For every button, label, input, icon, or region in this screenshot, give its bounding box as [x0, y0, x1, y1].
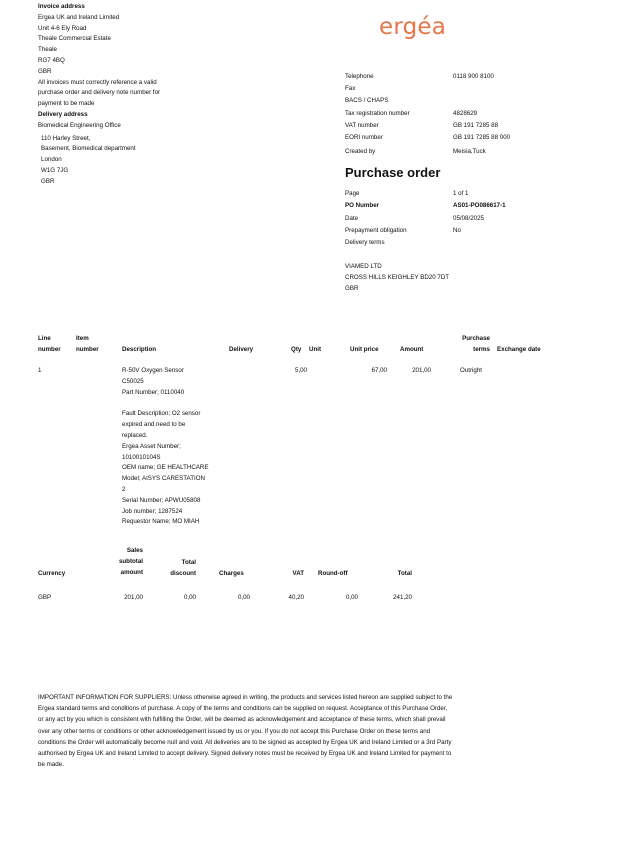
col-qty: Qty	[291, 346, 302, 353]
supplier-notice	[38, 692, 578, 770]
invoice-address-line: RG7 4BQ	[38, 56, 65, 64]
totals-col-round-off: Round-off	[318, 570, 348, 577]
vendor-line: GBR	[345, 284, 359, 292]
cell-purchase-terms: Outright	[460, 367, 483, 374]
totals-col-charges: Charges	[219, 570, 244, 577]
header-text: Line	[38, 335, 51, 342]
header-text: Sales	[126, 547, 143, 554]
po-meta-row	[345, 189, 585, 201]
col-line-number	[38, 334, 61, 356]
meta-label: Date	[345, 214, 359, 222]
header-text: terms	[473, 345, 490, 353]
info-value: 4828629	[453, 109, 478, 117]
totals-vat-value: 40,20	[288, 594, 304, 601]
cell-unit-price: 67,00	[371, 367, 387, 374]
description-line: Part Number; 0110040	[122, 388, 185, 396]
description-line: expired and need to be	[122, 421, 186, 429]
totals-col-sales-subtotal	[100, 546, 143, 578]
company-info-row	[345, 96, 585, 108]
col-unit: Unit	[309, 346, 322, 353]
totals-discount-value: 0,00	[183, 594, 196, 601]
notice-line: authorised by Ergea UK and Ireland Limited to accept delivery. Signed delivery notes must be received by Ergea UK and Ireland Limited for payment to	[38, 750, 452, 758]
invoice-address-line: Unit 4-6 Ely Road	[38, 24, 87, 32]
company-info-row	[345, 109, 585, 121]
info-label: BACS / CHAPS	[345, 97, 389, 105]
header-text: Purchase	[462, 335, 490, 342]
delivery-address-name: Biomedical Engineering Office	[38, 121, 121, 129]
company-info-row	[345, 72, 585, 84]
invoice-note-line: All invoices must correctly reference a valid	[38, 78, 157, 86]
info-label: Fax	[345, 85, 356, 93]
company-info-row	[345, 147, 585, 159]
notice-line: or any act by you which is consistent with fulfilling the Order, will be deemed as acknowledgement and acceptance of these terms, which shall prevail	[38, 716, 446, 724]
description-line: Fault Description; O2 sensor	[122, 410, 201, 418]
company-info	[345, 72, 585, 159]
delivery-address-heading: Delivery address	[38, 110, 88, 118]
meta-value: 05/08/2025	[453, 214, 484, 222]
description-line: C50025	[122, 377, 144, 385]
po-meta	[345, 189, 585, 250]
invoice-address	[38, 2, 160, 188]
po-meta-row	[345, 226, 585, 238]
company-info-row	[345, 121, 585, 133]
header-text: Item	[76, 335, 89, 342]
po-meta-row	[345, 238, 585, 250]
totals-total-value: 241,20	[393, 594, 412, 601]
invoice-note-line: purchase order and delivery note number for	[38, 89, 161, 97]
po-meta-row	[345, 201, 585, 213]
col-purchase-terms	[440, 334, 490, 356]
header-text: Total	[181, 559, 196, 566]
col-description: Description	[122, 346, 157, 353]
col-unit-price: Unit price	[350, 346, 379, 353]
notice-line: be made.	[38, 761, 64, 769]
vendor-address	[345, 262, 449, 294]
description-line: OEM name; GE HEALTHCARE	[122, 464, 209, 472]
invoice-address-heading: Invoice address	[38, 3, 85, 10]
totals-col-vat: VAT	[292, 570, 304, 577]
info-value: 0118 900 8100	[453, 73, 494, 80]
delivery-address-line: London	[41, 156, 62, 164]
totals-charges-value: 0,00	[237, 594, 250, 601]
description-line: Job number; 1287524	[122, 507, 183, 515]
company-info-row	[345, 133, 585, 145]
po-number-value: AS01-PO086617-1	[453, 202, 506, 210]
delivery-address-line: 110 Harley Street,	[41, 134, 91, 142]
info-label: VAT number	[345, 121, 379, 129]
info-label: Telephone	[345, 73, 374, 80]
description-line: 2	[122, 485, 126, 493]
cell-qty: 5,00	[294, 367, 307, 374]
info-value: GB 191 7285 88 000	[453, 133, 511, 141]
meta-label: PO Number	[345, 202, 380, 210]
invoice-address-line: Ergea UK and Ireland Limited	[38, 13, 120, 21]
page-title: Purchase order	[345, 165, 441, 180]
meta-label: Page	[345, 190, 360, 197]
info-value: GB 191 7285 88	[453, 121, 499, 129]
info-label: EORI number	[345, 133, 383, 141]
description-line: Serial Number; APWU05808	[122, 496, 201, 504]
delivery-address-line: Basement, Biomedical department	[41, 145, 136, 153]
totals-col-total-discount	[150, 558, 196, 580]
header-text: discount	[170, 569, 196, 577]
meta-value: 1 of 1	[453, 190, 469, 197]
delivery-address-line: W1G 7JG	[41, 166, 69, 174]
description-line: Requestor Name; MO MIAH	[122, 518, 200, 526]
cell-line-number: 1	[38, 367, 42, 374]
info-value: Meisia,Tuck	[453, 148, 486, 156]
invoice-address-line: Theale Commercial Estate	[38, 35, 111, 43]
po-meta-row	[345, 214, 585, 226]
description-line: R-50V Oxygen Sensor	[122, 367, 184, 374]
col-delivery: Delivery	[229, 346, 254, 353]
notice-line: IMPORTANT INFORMATION FOR SUPPLIERS: Unless otherwise agreed in writing, the products and services listed hereon are supplied subject to the	[38, 694, 453, 701]
col-exchange-date: Exchange date	[497, 346, 541, 353]
info-label: Tax registration number	[345, 109, 410, 117]
description-line: 1010010104S	[122, 453, 161, 461]
invoice-note-line: payment to be made	[38, 100, 95, 108]
col-item-number	[76, 334, 99, 356]
totals-subtotal-value: 201,00	[124, 594, 143, 601]
description-line: replaced.	[122, 431, 148, 439]
header-text: number	[38, 345, 61, 353]
description-line: Ergea Asset Number;	[122, 442, 181, 450]
totals-col-currency: Currency	[38, 570, 66, 577]
header-text: subtotal	[118, 557, 143, 565]
vendor-line: VIAMED LTD	[345, 263, 382, 270]
ergea-logo: ergéa	[379, 14, 447, 40]
invoice-address-line: GBR	[38, 67, 52, 75]
meta-label: Prepayment obligation	[345, 226, 407, 234]
notice-line: Ergea standard terms and conditions of purchase. A copy of the terms and conditions can be supplied on request. Acceptance of this Purchase Order,	[38, 705, 448, 713]
meta-value: No	[453, 226, 461, 234]
header-text: amount	[120, 568, 143, 576]
description-line: Model; AISYS CARESTATION	[122, 475, 205, 483]
totals-currency-value: GBP	[38, 594, 52, 601]
totals-round-off-value: 0,00	[345, 594, 358, 601]
cell-amount: 201,00	[412, 367, 431, 374]
description-line	[122, 398, 232, 409]
notice-line: over any other terms or conditions or other acknowledgement issued by us or you. If you do not accept this Purchase Order on these terms and	[38, 727, 431, 735]
delivery-address-line: GBR	[41, 177, 55, 185]
col-amount: Amount	[400, 346, 424, 353]
vendor-line: CROSS HILLS KEIGHLEY BD20 7DT	[345, 273, 450, 281]
meta-label: Delivery terms	[345, 239, 385, 247]
totals-col-total: Total	[397, 570, 412, 577]
invoice-address-line: Theale	[38, 46, 57, 54]
company-info-row	[345, 84, 585, 96]
info-label: Created by	[345, 148, 376, 156]
header-text: number	[76, 345, 99, 353]
notice-line: conditions the Order will automatically become null and void. All deliveries are to be signed as accepted by Ergea UK and Ireland Limited or a 3rd Party	[38, 738, 452, 746]
cell-description	[122, 366, 232, 528]
